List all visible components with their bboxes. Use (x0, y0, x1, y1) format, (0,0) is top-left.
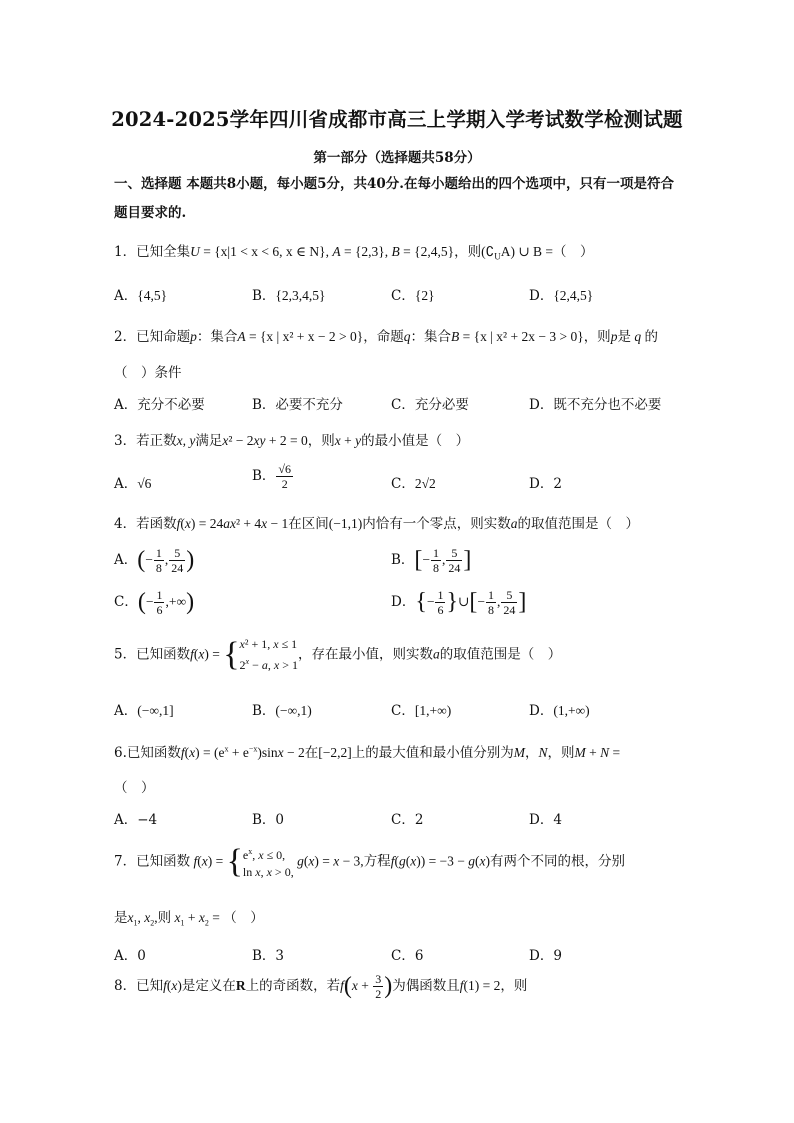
question-2: 2．已知命题p：集合A = {x | x² + x − 2 > 0}，命题q：集合B = {x | x² + 2x − 3 > 0}，则p是 q 的 (114, 329, 658, 345)
q3-option-a: A．√6 (114, 476, 152, 492)
q5-option-b: B．(−∞,1) (252, 703, 312, 719)
q1-option-b: B．{2,3,4,5} (252, 288, 326, 304)
q7-option-b: B．3 (252, 948, 285, 964)
q3-option-c: C．2√2 (391, 476, 436, 492)
question-7: 7．已知函数 f(x) = { $e^x$, x ≤ 0, ln x, x > 0, g(x) = x − 3,方程f(g(x)) = −3 − g(x)有两个不同的根，分别 (114, 843, 626, 880)
q2-option-c: C．充分必要 (391, 397, 469, 413)
question-3: 3．若正数x, y满足x² − 2xy + 2 = 0，则x + y的最小值是（ ） (114, 433, 470, 449)
question-6: 6.已知函数$f(x) = (e^x + e^{-x})\sin x - 2$在[−2,2]上的最大值和最小值分别为M，N，则M + N = (114, 744, 621, 761)
q6-option-c: C．2 (391, 812, 424, 828)
q6-option-d: D．4 (529, 812, 562, 828)
q1-option-d: D．{2,4,5} (529, 288, 594, 304)
question-5: 5．已知函数f(x) = { x² + 1, x ≤ 1 $2^x - a$, x > 1 ，存在最小值，则实数a的取值范围是（ ） (114, 636, 562, 673)
part-heading: 第一部分（选择题共58分） (313, 150, 481, 166)
q5-option-a: A．(−∞,1] (114, 703, 174, 719)
q4-option-b: B．[− $\frac{1}{8}$ , $\frac{5}{24}$ ] (391, 546, 472, 575)
exam-title: 2024-2025学年四川省成都市高三上学期入学考试数学检测试题 (111, 108, 683, 131)
q7-option-d: D．9 (529, 948, 562, 964)
question-1: 1．已知全集U = {x|1 < x < 6, x ∈ N}, A = {2,3}, B = {2,4,5}，则$(∁_UA)$ ∪ B =（ ） (114, 244, 594, 262)
q7-option-a: A．0 (114, 948, 146, 964)
q2-option-b: B．必要不充分 (252, 397, 343, 413)
q5-option-d: D．(1,+∞) (529, 703, 590, 719)
q1-option-c: C．{2} (391, 288, 435, 304)
q6-option-b: B．0 (252, 812, 285, 828)
q2-option-a: A．充分不必要 (114, 397, 205, 413)
question-6-line2: （ ） (114, 780, 155, 796)
q3-option-d: D．2 (529, 476, 562, 492)
q2-option-d: D．既不充分也不必要 (529, 397, 662, 413)
q1-label: 1．已知全集 (114, 244, 191, 260)
q3-option-b: B． $\frac{√6}{2}$ (252, 462, 292, 491)
section-instructions: 一、选择题 本题共8小题，每小题5分，共40分.在每小题给出的四个选项中，只有一项是符合题目要求的. (114, 176, 674, 221)
question-2-line2: （ ）条件 (114, 365, 182, 381)
q7-option-c: C．6 (391, 948, 424, 964)
q4-option-d: D．{− $\frac{1}{6}$ }∪[− $\frac{1}{8}$ , $\frac{5}{24}$ ] (391, 588, 527, 617)
question-8: 8．已知f(x)是定义在R上的奇函数，若f(x + $\frac{3}{2}$ )为偶函数且f(1) = 2，则 (114, 972, 528, 1001)
question-4: 4．若函数f(x) = 24ax² + 4x − 1在区间(−1,1)内恰有一个零点，则实数a的取值范围是（ ） (114, 516, 639, 532)
q4-option-a: A．(− $\frac{1}{8}$ , $\frac{5}{24}$ ) (114, 546, 195, 575)
q5-option-c: C．[1,+∞) (391, 703, 452, 719)
q1-option-a: A．{4,5} (114, 288, 168, 304)
q4-option-c: C．(− $\frac{1}{6}$ ,+∞) (114, 588, 195, 617)
q6-option-a: A．−4 (114, 812, 158, 828)
question-7-line2: 是$x_1$, $x_2$,则 $x_1 + x_2$ = （ ） (114, 910, 264, 928)
